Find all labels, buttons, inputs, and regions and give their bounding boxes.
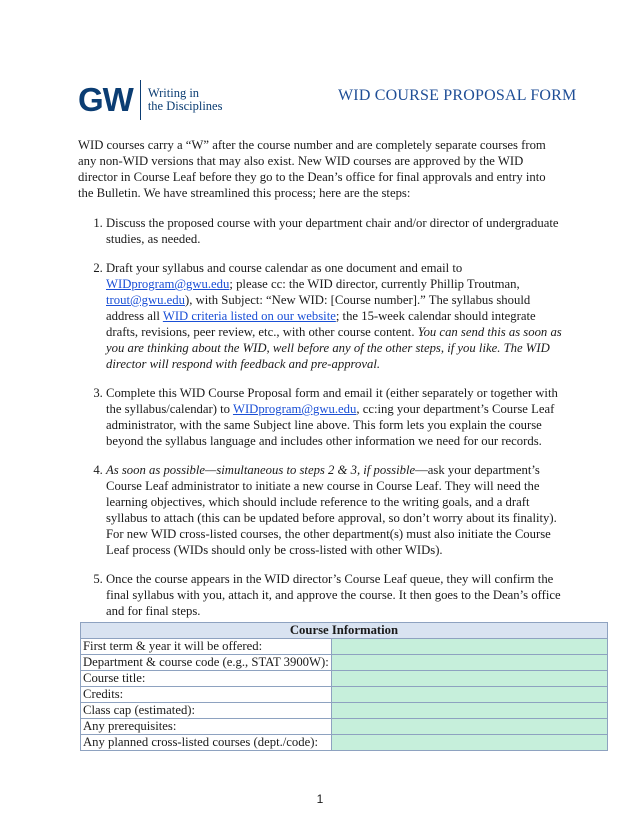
table-row — [81, 639, 608, 655]
step-2: 2. Draft your syllabus and course calendar as one document and email to WIDprogram@gwu.edu; please cc: the WID director, currently Phillip Troutman, trout@gwu.edu), with Subject: “New WID: [Course number].” The syllabus should address all WID criteria listed on our website; the 15-week calendar should integrate drafts, revisions, peer review, etc., with other course content. You can send this as soon as you are thinking about the WID, well before any of the other steps, if you like. The WID director will respond with feedback and pre-approval. — [106, 260, 564, 372]
prerequisites-field[interactable] — [331, 719, 607, 735]
intro-paragraph: WID courses carry a “W” after the course number and are completely separate courses from any non-WID versions that may also exist. New WID courses are approved by the WID director in Course Leaf before they go to the Dean’s office for final approvals and entry into the Bulletin. We have streamlined this process; here are the steps: — [78, 138, 546, 200]
dept-code-field[interactable] — [331, 655, 607, 671]
course-information-table — [80, 622, 608, 751]
step-1: 1. Discuss the proposed course with your department chair and/or director of undergraduate studies, as needed. — [106, 215, 564, 247]
gw-logo-mark: GW — [78, 81, 133, 118]
wid-criteria-link[interactable]: WID criteria listed on our website — [162, 309, 336, 323]
step-5: 5. Once the course appears in the WID director’s Course Leaf queue, they will confirm the final syllabus with you, attach it, and approve the course. It then goes to the Dean’s office and for final steps. — [106, 571, 564, 619]
row-label: Course title: — [81, 671, 332, 687]
page-title: WID COURSE PROPOSAL FORM — [338, 87, 577, 104]
cross-listed-field[interactable] — [331, 735, 607, 751]
row-label: Any planned cross-listed courses (dept./code): — [81, 735, 332, 751]
wid-email-link[interactable]: WIDprogram@gwu.edu — [106, 277, 230, 291]
table-row — [81, 655, 608, 671]
row-label: Class cap (estimated): — [81, 703, 332, 719]
document-body — [78, 137, 564, 632]
row-label: First term & year it will be offered: — [81, 639, 332, 655]
row-label: Department & course code (e.g., STAT 3900W): — [81, 655, 332, 671]
steps-list — [78, 215, 564, 619]
table-row — [81, 671, 608, 687]
row-label: Credits: — [81, 687, 332, 703]
gw-wid-logo — [78, 80, 222, 120]
wid-email-link-2[interactable]: WIDprogram@gwu.edu — [232, 402, 357, 416]
logo-text: Writing in the Disciplines — [147, 86, 223, 113]
class-cap-field[interactable] — [331, 703, 607, 719]
table-row — [81, 687, 608, 703]
term-field[interactable] — [331, 639, 607, 655]
row-label: Any prerequisites: — [81, 719, 332, 735]
director-email-link[interactable]: trout@gwu.edu — [106, 293, 185, 307]
table-header: Course Information — [81, 623, 608, 639]
step-4: 4. As soon as possible—simultaneous to steps 2 & 3, if possible—ask your department’s Course Leaf administrator to initiate a new course in Course Leaf. They will need the learning objectives, which should include reference to the writing goals, and a draft syllabus to attach (this can be updated before approval, so don’t worry about its finality). For new WID cross-listed courses, the other department(s) must also initiate the Course Leaf process (WIDs should only be cross-listed with other WIDs). — [106, 462, 564, 558]
course-title-field[interactable] — [331, 671, 607, 687]
step-3: 3. Complete this WID Course Proposal form and email it (either separately or together with the syllabus/calendar) to WIDprogram@gwu.edu, cc:ing your department’s Course Leaf administrator, with the same Subject line above. This form lets you explain the course beyond the syllabus language and includes other information we need for our records. — [106, 385, 564, 449]
table-row — [81, 703, 608, 719]
table-row — [81, 735, 608, 751]
table-row — [81, 719, 608, 735]
credits-field[interactable] — [331, 687, 607, 703]
logo-divider — [140, 80, 141, 120]
page-number: 1 — [316, 792, 324, 806]
